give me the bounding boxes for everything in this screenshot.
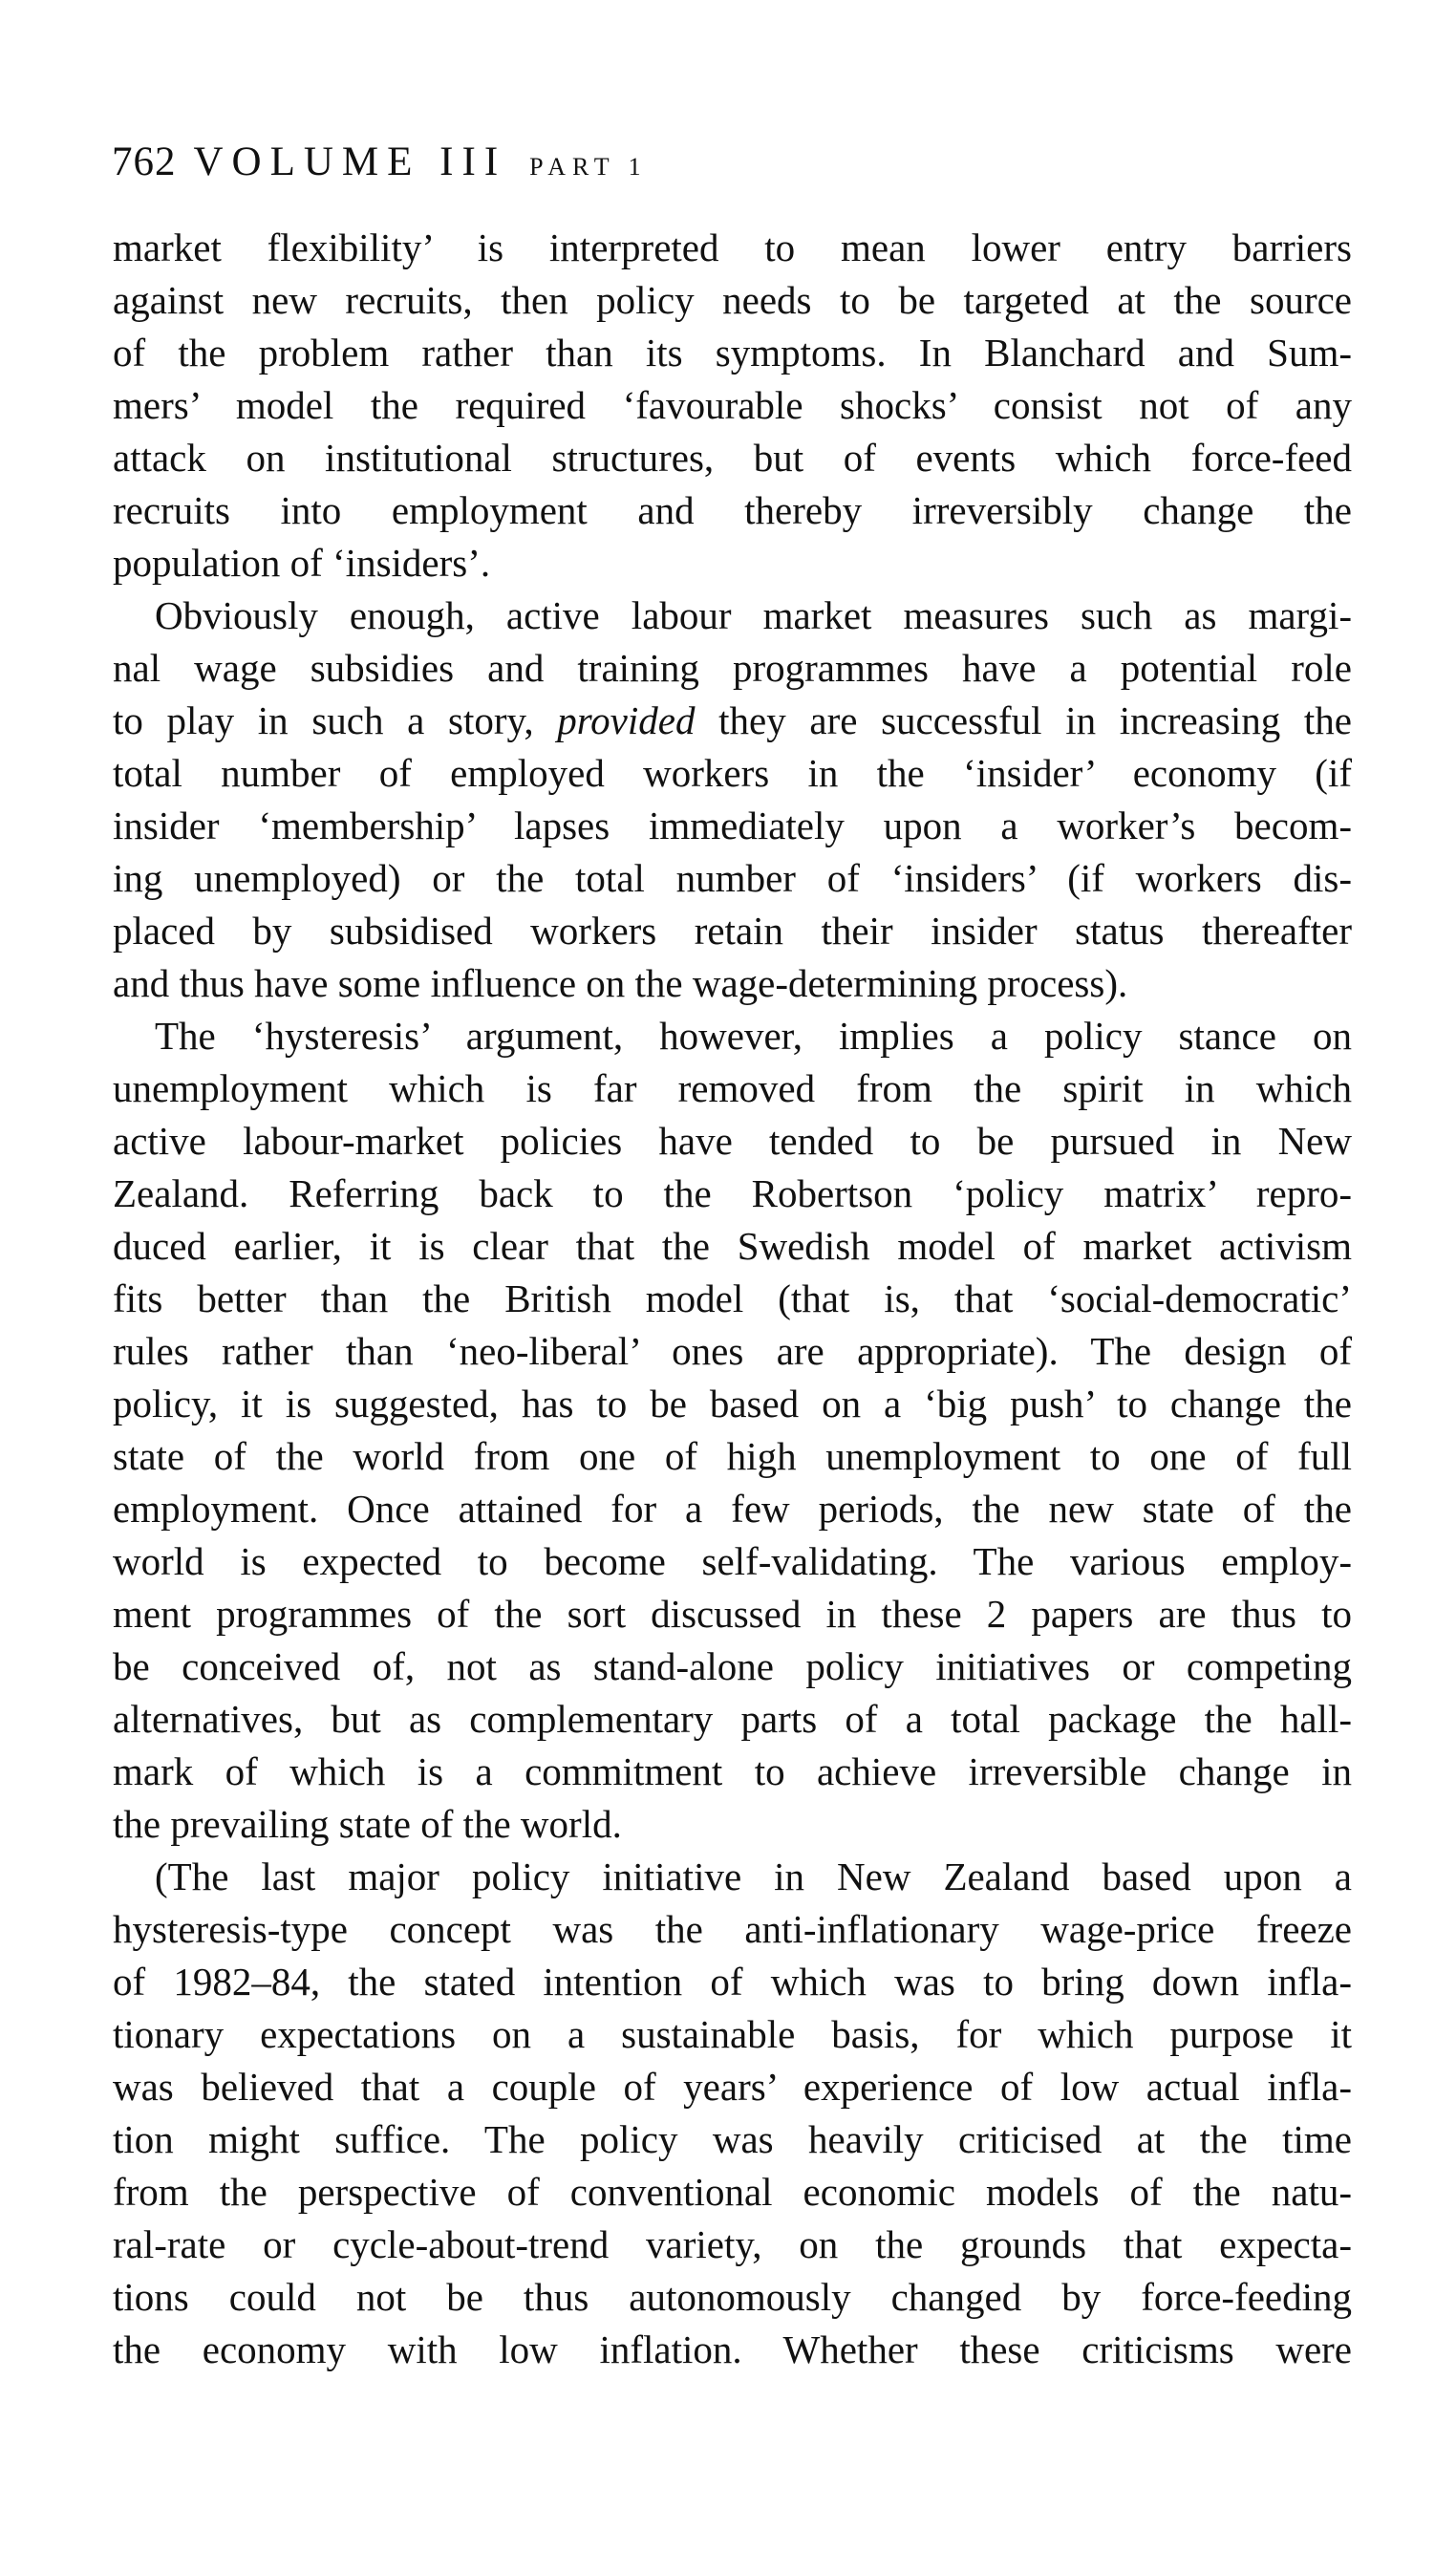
text-line: Zealand. Referring back to the Robertson ‘policy matrix’ repro- <box>113 1171 1352 1215</box>
text-line: employment. Once attained for a few periods, the new state of the <box>113 1487 1352 1531</box>
text-line: the prevailing state of the world. <box>113 1802 622 1846</box>
text-line: recruits into employment and thereby irreversibly change the <box>113 488 1352 532</box>
text-line: mers’ model the required ‘favourable shocks’ consist not of any <box>113 383 1352 427</box>
emphasis-provided: provided <box>557 698 696 742</box>
text-line: ing unemployed) or the total number of ‘insiders’ (if workers dis- <box>113 856 1352 900</box>
text-line: from the perspective of conventional economic models of the natu- <box>113 2170 1352 2214</box>
text-line: fits better than the British model (that is, that ‘social-democratic’ <box>113 1276 1352 1320</box>
text-line: market flexibility’ is interpreted to mean lower entry barriers <box>113 225 1352 269</box>
text-line: population of ‘insiders’. <box>113 541 491 585</box>
volume-label: VOLUME III <box>193 139 507 184</box>
text-segment: they are successful in increasing the <box>718 698 1352 742</box>
text-line: insider ‘membership’ lapses immediately upon a worker’s becom- <box>113 804 1352 847</box>
text-line: be conceived of, not as stand-alone policy initiatives or competing <box>113 1644 1352 1688</box>
text-line: mark of which is a commitment to achieve irreversible change in <box>113 1749 1352 1793</box>
paragraph-1 <box>113 222 1352 590</box>
text-line: alternatives, but as complementary parts of a total package the hall- <box>113 1697 1352 1741</box>
body-text <box>113 222 1352 2376</box>
paragraph-4 <box>113 1851 1352 2376</box>
text-line: total number of employed workers in the ‘insider’ economy (if <box>113 751 1352 795</box>
text-line-with-emphasis <box>113 695 1352 747</box>
text-line: rules rather than ‘neo-liberal’ ones are appropriate). The design of <box>113 1329 1352 1373</box>
text-line: tions could not be thus autonomously changed by force-feeding <box>113 2275 1352 2319</box>
text-line: policy, it is suggested, has to be based on a ‘big push’ to change the <box>113 1382 1352 1426</box>
text-line: was believed that a couple of years’ experience of low actual infla- <box>113 2065 1352 2109</box>
text-line: against new recruits, then policy needs to be targeted at the source <box>113 278 1352 322</box>
text-line: nal wage subsidies and training programmes have a potential role <box>113 646 1352 690</box>
text-line: of the problem rather than its symptoms. In Blanchard and Sum- <box>113 331 1352 375</box>
text-line: The ‘hysteresis’ argument, however, implies a policy stance on <box>155 1014 1352 1058</box>
text-line: ment programmes of the sort discussed in these 2 papers are thus to <box>113 1592 1352 1636</box>
text-line: world is expected to become self-validating. The various employ- <box>113 1539 1352 1583</box>
text-line: hysteresis-type concept was the anti-inflationary wage-price freeze <box>113 1907 1352 1951</box>
text-line: the economy with low inflation. Whether these criticisms were <box>113 2327 1352 2371</box>
text-line: of 1982–84, the stated intention of which was to bring down infla- <box>113 1960 1352 2004</box>
page-number: 762 <box>112 139 177 184</box>
text-line: tion might suffice. The policy was heavily criticised at the time <box>113 2117 1352 2161</box>
text-line: placed by subsidised workers retain their insider status thereafter <box>113 909 1352 953</box>
text-line: state of the world from one of high unemployment to one of full <box>113 1434 1352 1478</box>
text-line: tionary expectations on a sustainable basis, for which purpose it <box>113 2012 1352 2056</box>
text-line: (The last major policy initiative in New Zealand based upon a <box>155 1855 1352 1898</box>
paragraph-3 <box>113 1010 1352 1851</box>
text-line: Obviously enough, active labour market measures such as margi- <box>155 593 1352 637</box>
running-head <box>112 141 648 182</box>
text-line: active labour-market policies have tended to be pursued in New <box>113 1119 1352 1163</box>
text-line: attack on institutional structures, but of events which force-feed <box>113 436 1352 480</box>
text-segment: to play in such a story, <box>113 698 534 742</box>
paragraph-2 <box>113 590 1352 1010</box>
text-line: duced earlier, it is clear that the Swedish model of market activism <box>113 1224 1352 1268</box>
part-label: PART 1 <box>529 153 648 181</box>
text-line: ral-rate or cycle-about-trend variety, on the grounds that expecta- <box>113 2222 1352 2266</box>
text-line: and thus have some influence on the wage-determining process). <box>113 961 1128 1005</box>
text-line: unemployment which is far removed from the spirit in which <box>113 1066 1352 1110</box>
